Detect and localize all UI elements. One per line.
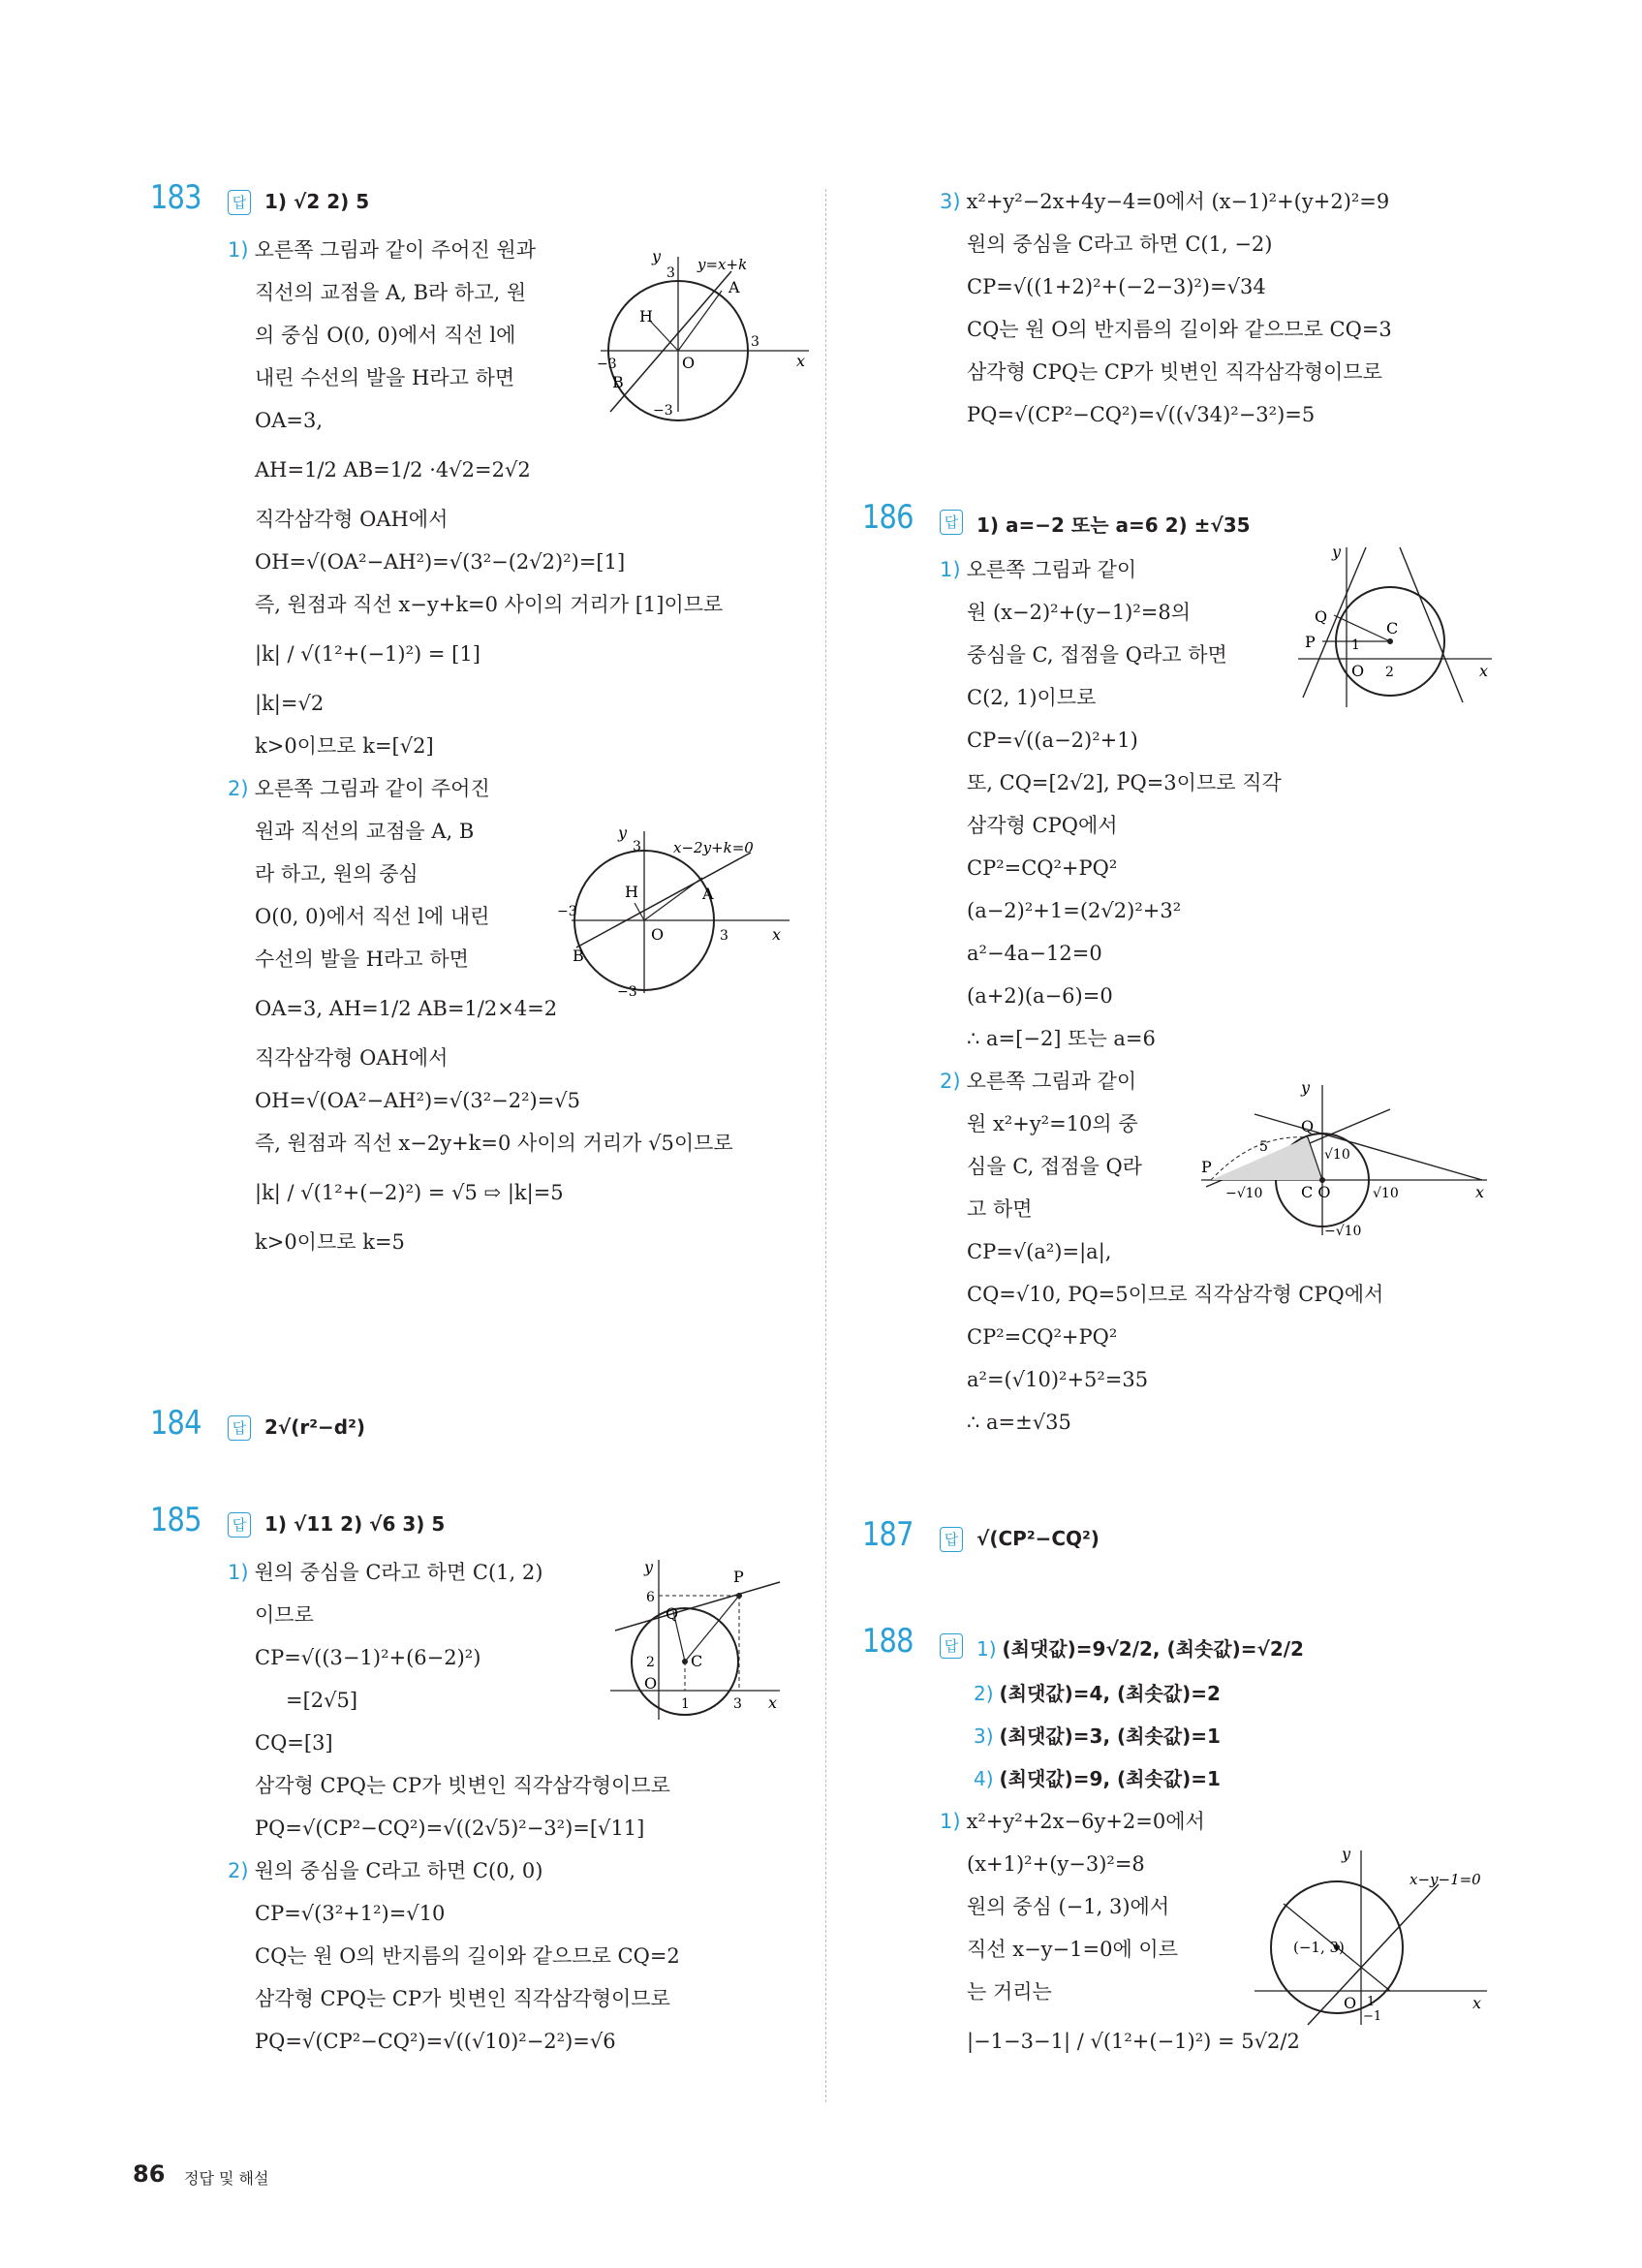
fig-label: −√10	[1225, 1186, 1263, 1201]
fig-label: x−2y+k=0	[673, 839, 754, 856]
answer-icon: 답	[940, 1527, 963, 1552]
circle-line-diagram	[557, 823, 799, 1003]
answer-key: 4)	[974, 1767, 994, 1790]
text-line: 중심을 C, 접점을 Q라고 하면	[967, 643, 1227, 667]
fig-label: H	[639, 307, 653, 326]
answer-value: (최댓값)=3, (최솟값)=1	[999, 1724, 1221, 1748]
text-line: a²−4a−12=0	[967, 942, 1102, 965]
problem-184	[150, 1404, 828, 1454]
problem-183	[150, 178, 828, 1263]
fig-label: y	[1301, 1078, 1311, 1097]
text-line: CQ는 원 O의 반지름의 길이와 같으므로 CQ=3	[967, 318, 1392, 341]
fig-label: x	[772, 925, 782, 944]
answer-key: 3)	[974, 1724, 994, 1748]
fig-label: 6	[646, 1590, 655, 1605]
answer-icon: 답	[228, 1415, 251, 1441]
fig-label: x	[768, 1693, 778, 1712]
tangent-diagram	[605, 1555, 785, 1724]
fig-label: −1	[1363, 2009, 1382, 2024]
problem-number: 183	[150, 178, 201, 217]
sub-label: 1)	[228, 1561, 249, 1584]
figure-188	[1245, 1846, 1497, 2030]
sub-label: 2)	[228, 1859, 249, 1882]
text-line: 또, CQ=[2√2], PQ=3이므로 직각	[967, 771, 1282, 794]
tangent-lines-diagram	[1293, 543, 1497, 712]
text-line: x²+y²+2x−6y+2=0에서	[966, 1810, 1205, 1833]
answer-value: (최댓값)=9√2/2, (최솟값)=√2/2	[1002, 1637, 1304, 1661]
text-line: PQ=√(CP²−CQ²)=√((√34)²−3²)=5	[967, 403, 1316, 426]
answer-text: 1) √11 2) √6 3) 5	[264, 1512, 446, 1536]
answer-value: (최댓값)=9, (최솟값)=1	[999, 1767, 1221, 1790]
fig-label: 1	[1367, 1995, 1376, 2009]
fig-label: 3	[751, 334, 759, 350]
fig-label: O	[1351, 662, 1365, 680]
fig-label: −3	[597, 357, 617, 372]
answer-text: √(CP²−CQ²)	[976, 1527, 1100, 1550]
text-line: 삼각형 CPQ는 CP가 빗변인 직각삼각형이므로	[255, 1987, 670, 2010]
fig-label: B	[612, 373, 624, 391]
text-line: 원의 중심을 C라고 하면 C(1, 2)	[254, 1561, 543, 1584]
text-line: CP²=CQ²+PQ²	[967, 1325, 1118, 1349]
figure-183-1	[591, 242, 814, 421]
fig-label: x	[1475, 1183, 1485, 1201]
text-line: 삼각형 CPQ는 CP가 빗변인 직각삼각형이므로	[255, 1774, 670, 1797]
text-line: OA=3, AH=1/2 AB=1/2×4=2	[255, 997, 558, 1020]
answer-value: (최댓값)=4, (최솟값)=2	[999, 1682, 1221, 1705]
problem-185-part-3	[862, 180, 1540, 436]
fig-label: 1	[1351, 637, 1360, 653]
text-line: |k| / √(1²+(−1)²) = [1]	[255, 642, 480, 666]
fig-label: O	[682, 354, 696, 372]
text-line: CP=√((1+2)²+(−2−3)²)=√34	[967, 275, 1266, 298]
circle-line-diagram	[591, 242, 814, 421]
sub-label: 2)	[228, 777, 249, 800]
fig-label: A	[728, 278, 740, 296]
answer-icon: 답	[228, 1512, 251, 1538]
text-line: OH=√(OA²−AH²)=√(3²−2²)=√5	[255, 1089, 581, 1112]
text-line: OA=3,	[255, 409, 324, 432]
text-line: |k| / √(1²+(−2)²) = √5 ⇨ |k|=5	[255, 1181, 564, 1204]
fig-label: 2	[646, 1655, 655, 1670]
fig-label: 1	[681, 1696, 690, 1712]
fig-label: O	[651, 925, 665, 944]
text-line: k>0이므로 k=[√2]	[255, 734, 434, 758]
text-line: k>0이므로 k=5	[255, 1230, 405, 1254]
fig-label: 2	[1385, 665, 1394, 680]
fig-label: √10	[1324, 1147, 1350, 1163]
text-line: 오른쪽 그림과 같이	[966, 558, 1137, 581]
text-line: 원의 중심 (−1, 3)에서	[967, 1895, 1170, 1918]
sub-1	[228, 229, 576, 271]
text-line: (x+1)²+(y−3)²=8	[967, 1852, 1145, 1876]
text-line: 직선의 교점을 A, B라 하고, 원	[255, 281, 527, 304]
fig-label: A	[702, 885, 714, 903]
fig-label: y=x+k	[697, 256, 748, 273]
text-line: x²+y²−2x+4y−4=0에서 (x−1)²+(y+2)²=9	[966, 190, 1390, 213]
fig-label: 3	[666, 265, 675, 281]
fig-label: y	[644, 1558, 654, 1576]
text-line: AH=1/2 AB=1/2 ·4√2=2√2	[255, 458, 531, 482]
text-line: PQ=√(CP²−CQ²)=√((√10)²−2²)=√6	[255, 2030, 616, 2053]
text-line: 원과 직선의 교점을 A, B	[255, 820, 475, 843]
fig-label: O	[1344, 1994, 1357, 2012]
text-line: ∴ a=±√35	[967, 1411, 1071, 1434]
text-line: |−1−3−1| / √(1²+(−1)²) = 5√2/2	[967, 2030, 1300, 2053]
text-line: 즉, 원점과 직선 x−2y+k=0 사이의 거리가 √5이므로	[255, 1132, 733, 1155]
fig-label: P	[1201, 1158, 1212, 1176]
text-line: 내린 수선의 발을 H라고 하면	[255, 366, 515, 389]
text-line: |k|=√2	[255, 692, 325, 715]
text-line: 직각삼각형 OAH에서	[255, 508, 449, 531]
text-line: 의 중심 O(0, 0)에서 직선 l에	[255, 324, 516, 347]
fig-label: Q	[1301, 1117, 1315, 1135]
problem-187	[862, 1515, 1540, 1566]
problem-number: 188	[862, 1622, 914, 1661]
text-line: 원의 중심을 C라고 하면 C(0, 0)	[254, 1859, 543, 1882]
fig-label: 3	[720, 928, 728, 944]
text-line: CP=√((3−1)²+(6−2)²)	[255, 1646, 481, 1669]
fig-label: C	[1386, 619, 1399, 637]
fig-label: C O	[1301, 1183, 1331, 1201]
answer-text	[976, 1633, 1304, 1662]
text-line: 수선의 발을 H라고 하면	[255, 948, 469, 971]
answer-text: 2√(r²−d²)	[264, 1415, 365, 1439]
answer-icon: 답	[228, 190, 251, 215]
text-line: 오른쪽 그림과 같이	[966, 1070, 1137, 1093]
text-line: O(0, 0)에서 직선 l에 내린	[255, 905, 490, 928]
fig-label: P	[733, 1568, 744, 1586]
text-line: ∴ a=[−2] 또는 a=6	[967, 1027, 1156, 1050]
fig-label: 3	[633, 839, 641, 854]
fig-label: 3	[733, 1696, 742, 1712]
text-line: 즉, 원점과 직선 x−y+k=0 사이의 거리가 [1]이므로	[255, 593, 724, 616]
answer-text: 1) √2 2) 5	[264, 190, 370, 213]
circle-distance-diagram	[1245, 1846, 1497, 2030]
problem-number: 186	[862, 498, 914, 537]
text-line: 원 x²+y²=10의 중	[967, 1112, 1138, 1135]
answer-icon: 답	[940, 510, 963, 535]
problem-188	[862, 1622, 1540, 2069]
fig-label: y	[618, 823, 628, 842]
text-line: CP²=CQ²+PQ²	[967, 856, 1118, 880]
fig-label: y	[1342, 1846, 1351, 1863]
figure-186-2	[1196, 1075, 1497, 1240]
sub-3	[940, 180, 1540, 223]
sub-2	[228, 1849, 828, 1892]
text-line: C(2, 1)이므로	[967, 686, 1097, 709]
fig-label: (−1, 3)	[1293, 1939, 1345, 1956]
text-line: 라 하고, 원의 중심	[255, 862, 418, 885]
sub-label: 2)	[940, 1070, 961, 1093]
answer-key: 1)	[976, 1637, 997, 1661]
fig-label: x	[1479, 662, 1489, 680]
text-line: 원 (x−2)²+(y−1)²=8의	[967, 601, 1192, 624]
fig-label: O	[644, 1674, 658, 1693]
tangent-diagram	[1196, 1075, 1497, 1240]
text-line: 직각삼각형 OAH에서	[255, 1046, 449, 1070]
text-line: a²=(√10)²+5²=35	[967, 1368, 1149, 1391]
problem-number: 187	[862, 1515, 914, 1554]
text-line: (a−2)²+1=(2√2)²+3²	[967, 899, 1182, 922]
text-line: CQ는 원 O의 반지름의 길이와 같으므로 CQ=2	[255, 1944, 680, 1968]
answer-icon: 답	[940, 1633, 963, 1659]
fig-label: y	[1332, 543, 1342, 561]
text-line: 삼각형 CPQ는 CP가 빗변인 직각삼각형이므로	[967, 360, 1382, 384]
sub-label: 1)	[940, 558, 961, 581]
text-line: 심을 C, 접점을 Q라	[967, 1155, 1142, 1178]
text-line: CQ=√10, PQ=5이므로 직각삼각형 CPQ에서	[967, 1283, 1384, 1306]
text-line: 는 거리는	[967, 1980, 1052, 2004]
fig-label: x	[796, 352, 806, 370]
text-line: CQ=[3]	[255, 1731, 333, 1755]
text-line: PQ=√(CP²−CQ²)=√((2√5)²−3²)=[√11]	[255, 1817, 645, 1840]
figure-183-2	[557, 823, 799, 1003]
text-line: OH=√(OA²−AH²)=√(3²−(2√2)²)=[1]	[255, 550, 626, 574]
sub-label: 1)	[940, 1810, 961, 1833]
text-line: =[2√5]	[286, 1689, 358, 1712]
problem-186	[862, 498, 1540, 1444]
answer-line	[974, 1757, 1540, 1800]
answer-text: 1) a=−2 또는 a=6 2) ±√35	[976, 513, 1251, 537]
fig-label: Q	[666, 1604, 679, 1623]
fig-label: C	[691, 1652, 703, 1670]
text-line: CP=√(3²+1²)=√10	[255, 1902, 446, 1925]
sub-1	[940, 1800, 1540, 1843]
text-line: 직선 x−y−1=0에 이르	[967, 1938, 1178, 1961]
answer-line	[974, 1715, 1540, 1757]
fig-label: −3	[617, 984, 637, 1000]
fig-label: y	[652, 247, 662, 265]
fig-label: x	[1472, 1994, 1482, 2012]
text-line: 오른쪽 그림과 같이 주어진 원과	[254, 238, 536, 262]
answer-line	[974, 1672, 1540, 1715]
fig-label: −√10	[1324, 1224, 1362, 1239]
text-line: 고 하면	[967, 1197, 1033, 1221]
text-line: 이므로	[255, 1603, 314, 1627]
text-line: 원의 중심을 C라고 하면 C(1, −2)	[967, 233, 1273, 256]
figure-185	[605, 1555, 785, 1724]
figure-186-1	[1293, 543, 1497, 712]
problem-number: 185	[150, 1501, 201, 1539]
sub-label: 1)	[228, 238, 249, 262]
text-line: (a+2)(a−6)=0	[967, 984, 1113, 1008]
problem-number: 184	[150, 1404, 201, 1443]
text-line: 오른쪽 그림과 같이 주어진	[254, 777, 490, 800]
text-line: 삼각형 CPQ에서	[967, 814, 1118, 837]
problem-185	[150, 1501, 828, 2063]
fig-label: x−y−1=0	[1410, 1871, 1481, 1888]
fig-label: P	[1305, 633, 1316, 651]
fig-label: 5	[1259, 1139, 1268, 1155]
page-number: 86	[133, 2160, 166, 2188]
fig-label: H	[625, 883, 638, 901]
sub-label: 3)	[940, 190, 961, 213]
fig-label: −3	[653, 403, 673, 419]
page-footer: 정답 및 해설	[184, 2169, 269, 2188]
sub-2	[228, 767, 828, 810]
answer-key: 2)	[974, 1682, 994, 1705]
fig-label: B	[573, 947, 584, 965]
fig-label: √10	[1373, 1186, 1399, 1201]
fig-label: −3	[557, 904, 577, 919]
text-line: CP=√(a²)=|a|,	[967, 1240, 1112, 1263]
fig-label: Q	[1315, 607, 1328, 626]
text-line: CP=√((a−2)²+1)	[967, 729, 1138, 752]
